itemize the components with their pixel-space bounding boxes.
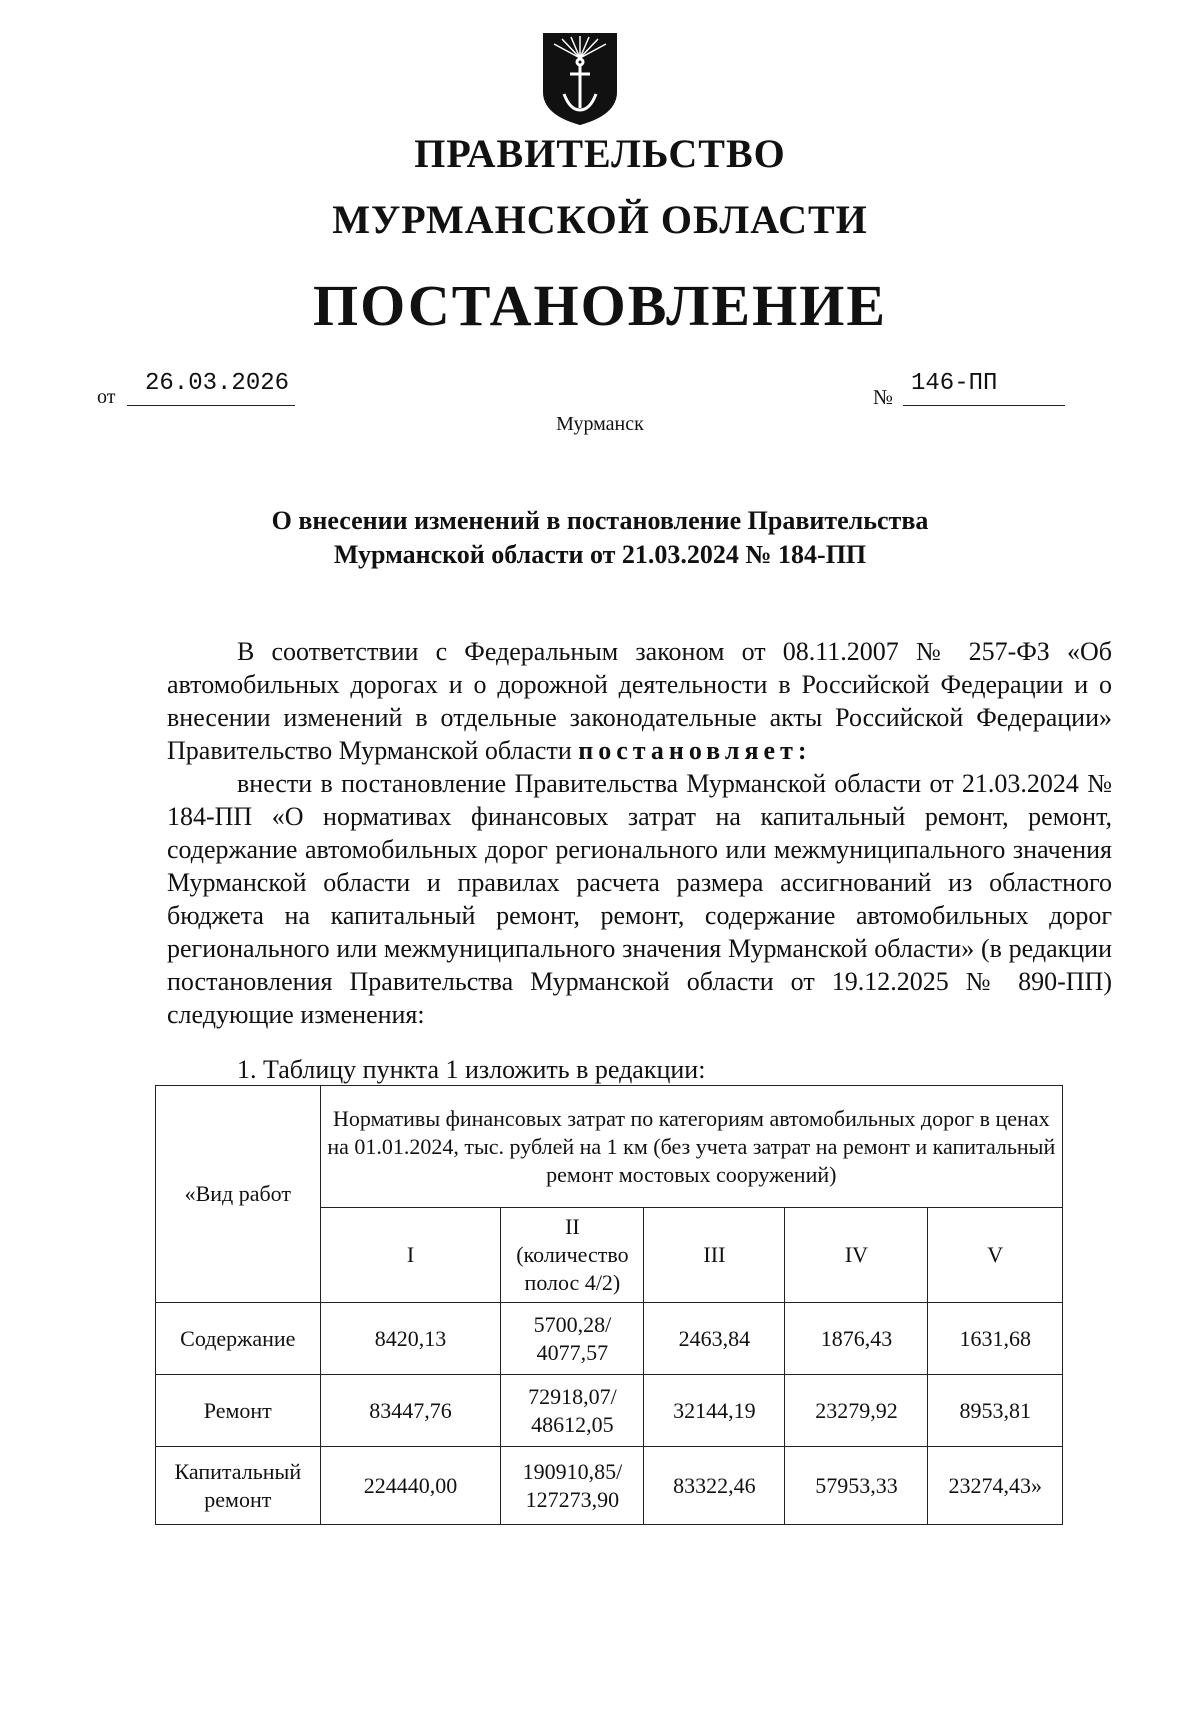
coat-of-arms-emblem xyxy=(540,30,620,126)
document-type: ПОСТАНОВЛЕНИЕ xyxy=(312,273,888,338)
preamble-paragraph xyxy=(167,635,1112,767)
cell-value: 1631,68 xyxy=(928,1303,1063,1375)
header-category-2: II (количество полос 4/2) xyxy=(501,1208,644,1303)
header-category-3: III xyxy=(644,1208,785,1303)
cell-value: 57953,33 xyxy=(785,1447,928,1525)
header-norms-group: Нормативы финансовых затрат по категориям автомобильных дорог в ценах на 01.01.2024, тыс. рублей на 1 км (без учета затрат на ремонт и капитальный ремонт мостовых сооружений) xyxy=(320,1086,1062,1208)
cell-value: 1876,43 xyxy=(785,1303,928,1375)
date-label: от xyxy=(97,386,116,408)
header-category-4: IV xyxy=(785,1208,928,1303)
header-category-1: I xyxy=(320,1208,501,1303)
issuer-title: ПРАВИТЕЛЬСТВО xyxy=(414,131,786,176)
header-category-5: V xyxy=(928,1208,1063,1303)
cell-value: 8953,81 xyxy=(928,1375,1063,1447)
document-subject xyxy=(0,504,1200,572)
cell-value: 23274,43» xyxy=(928,1447,1063,1525)
table-row xyxy=(156,1447,1063,1525)
city: Мурманск xyxy=(556,413,644,435)
table-row xyxy=(156,1303,1063,1375)
cell-value: 2463,84 xyxy=(644,1303,785,1375)
cell-value: 5700,28/ 4077,57 xyxy=(501,1303,644,1375)
norms-table xyxy=(155,1085,1063,1525)
resolves-keyword: постановляет: xyxy=(578,736,812,765)
cell-value: 32144,19 xyxy=(644,1375,785,1447)
preamble-text: В соответствии с Федеральным законом от 08.11.2007 № 257-ФЗ «Об автомобильных дорогах и о дорожной деятельности в Российской Федерации и о внесении изменений в отдельные законодательные акты Российской Федерации» Правительство Мурманской области xyxy=(167,637,1112,765)
document-date: 26.03.2026 xyxy=(127,370,295,406)
cell-value: 224440,00 xyxy=(320,1447,501,1525)
cell-value: 190910,85/ 127273,90 xyxy=(501,1447,644,1525)
header-work-type: «Вид работ xyxy=(156,1086,321,1303)
document-number: 146-ПП xyxy=(903,370,1065,406)
subject-line-1: О внесении изменений в постановление Правительства xyxy=(271,506,929,535)
row-work: Ремонт xyxy=(156,1375,321,1447)
subject-line-2: Мурманской области от 21.03.2024 № 184-ПП xyxy=(333,540,867,569)
row-work: Содержание xyxy=(156,1303,321,1375)
number-label: № xyxy=(873,385,894,409)
cell-value: 83447,76 xyxy=(320,1375,501,1447)
cell-value: 83322,46 xyxy=(644,1447,785,1525)
cell-value: 8420,13 xyxy=(320,1303,501,1375)
table-row xyxy=(156,1375,1063,1447)
row-work: Капитальный ремонт xyxy=(156,1447,321,1525)
amendment-text: внести в постановление Правительства Мурманской области от 21.03.2024 № 184-ПП «О нормативах финансовых затрат на капитальный ремонт, ремонт, содержание автомобильных дорог регионального или межмуниципального значения Мурманской области и правилах расчета размера ассигнований из областного бюджета на капитальный ремонт, ремонт, содержание автомобильных дорог регионального или межмуниципального значения Мурманской области» (в редакции постановления Правительства Мурманской области от 19.12.2025 № 890-ПП) следующие изменения: xyxy=(167,769,1112,1029)
item-1: 1. Таблицу пункта 1 изложить в редакции: xyxy=(237,1055,706,1084)
amendment-paragraph xyxy=(167,767,1112,1031)
cell-value: 72918,07/ 48612,05 xyxy=(501,1375,644,1447)
issuer-region: МУРМАНСКОЙ ОБЛАСТИ xyxy=(332,197,868,242)
cell-value: 23279,92 xyxy=(785,1375,928,1447)
